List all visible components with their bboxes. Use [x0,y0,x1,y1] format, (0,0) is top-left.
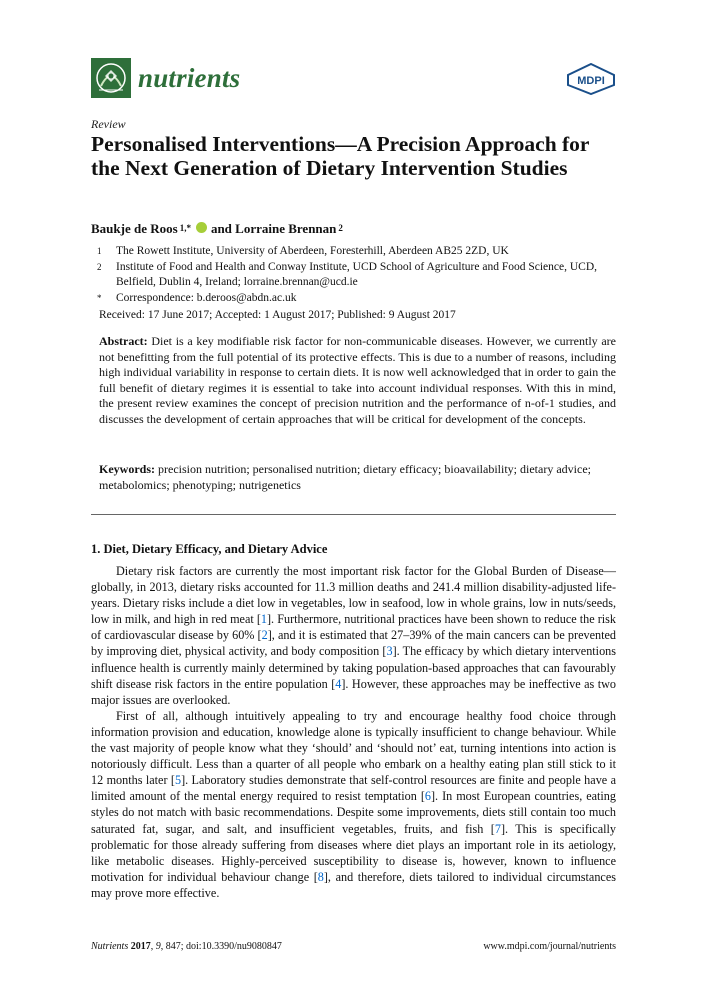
footer-journal: Nutrients [91,941,129,952]
affiliation-number: 1 [97,246,102,256]
citation-link[interactable]: 2 [261,628,268,643]
journal-emblem-icon [91,58,131,98]
journal-url-link[interactable]: www.mdpi.com/journal/nutrients [483,941,616,952]
footer-doi: , 847; doi:10.3390/nu9080847 [160,941,282,952]
affiliation-text: Institute of Food and Health and Conway Institute, UCD School of Agriculture and Food Science, UCD, Belfield, Dublin 4, Ireland; lorraine.brennan@ucd.ie [116,260,598,288]
body-text: ], and it is estimated that 27–39% of the main cancers can be prevented by improving diet, physical activity, and body composition [ [91,628,616,659]
section-divider [91,514,616,515]
keywords [99,462,616,493]
body-text: Dietary risk factors are currently the most important risk factor for the Global Burden of Disease—globally, in 2013, dietary risks accounted for 11.3 million deaths and 241.4 million disability-adjusted life-years. Dietary risks include a diet low in vegetables, low in seafood, low in whole grains, low in nuts/seeds, low in milk, and high in red meat [ [91,564,616,627]
footer-volume: 9 [155,941,161,952]
citation-link[interactable]: 8 [317,869,324,884]
affiliation-item [91,244,621,260]
publication-dates: Received: 17 June 2017; Accepted: 1 August 2017; Published: 9 August 2017 [99,309,456,321]
body-text: ], and therefore, diets tailored to individual circumstances may prove more effective. [91,869,616,900]
citation-link[interactable]: 3 [386,644,393,659]
journal-name: nutrients [138,62,241,93]
orcid-icon[interactable] [196,222,207,233]
author-list [91,221,343,237]
affiliation-item [91,291,621,307]
author-name: Baukje de Roos [91,221,178,236]
abstract [99,334,616,427]
affiliations [91,244,621,306]
affiliation-number: 2 [97,261,102,272]
body-text: ]. However, these approaches may be ineffective as two major issues are overlooked. [91,676,616,707]
affiliation-number: * [97,292,102,303]
article-type: Review [91,117,126,131]
citation-footer: Nutrients 2017, 9, 847; doi:10.3390/nu9080847 [91,941,282,952]
citation-link[interactable]: 1 [260,612,267,627]
body-text: ]. The efficacy by which dietary interventions influence health is currently mainly determined by taking population-based approaches that can favourably shift disease risk factors in the entire population [ [91,644,617,691]
keywords-text: precision nutrition; personalised nutrition; dietary efficacy; bioavailability; dietary advice; metabolomics; phenotyping; nutrigenetics [99,462,591,492]
affiliation-text: The Rowett Institute, University of Aberdeen, Foresterhill, Aberdeen AB25 2ZD, UK [116,245,509,257]
section-body [91,563,616,901]
body-text: First of all, although intuitively appealing to try and encourage healthy food choice through information provision and education, knowledge alone is typically insufficient to change behaviour. While the vast majority of people know what they ‘should’ and ‘should not’ eat, turning intentions into action is notoriously difficult. Less than a quarter of all people who embark on a healthy eating plan still stick to it 12 months later [ [91,708,616,788]
citation-link[interactable]: 6 [424,789,431,804]
keywords-label: Keywords: [99,462,155,476]
affiliation-item [91,260,621,291]
body-paragraph [91,563,616,708]
author-name: and Lorraine Brennan [210,221,337,236]
abstract-label: Abstract: [99,334,148,348]
body-text: ]. In most European countries, eating styles do not match with basic recommendations. Despite some improvements, diets still contain too much saturated fat, sugar, and salt, and insufficient vegetables, fruits, and fish [ [91,789,616,836]
journal-logo [91,58,240,98]
body-paragraph [91,708,616,901]
body-text: ]. Laboratory studies demonstrate that self-control resources are finite and people have a limited amount of the mental energy required to resist temptation [ [91,773,616,804]
citation-link[interactable]: 5 [174,773,182,788]
citation-link[interactable]: 4 [335,676,342,691]
citation-link[interactable]: 7 [494,821,501,836]
publisher-name: MDPI [577,75,605,87]
body-text: ]. Furthermore, nutritional practices have been shown to reduce the risk of cardiovascular disease by 60% [ [91,612,616,643]
article-title: Personalised Interventions—A Precision Approach for the Next Generation of Dietary Intervention Studies [91,132,590,180]
correspondence-text: Correspondence: b.deroos@abdn.ac.uk [116,291,297,304]
author-affiliation-marker: 2 [338,223,343,233]
section-heading: 1. Diet, Dietary Efficacy, and Dietary Advice [91,542,328,556]
publisher-logo-icon [566,63,616,95]
body-text: ]. This is specifically problematic for those already suffering from diseases where diet plays an important role in its aetiology, like metabolic diseases. Highly-perceived susceptibility to disease is, however, known to influence motivation for individual behaviour change [ [91,821,616,884]
abstract-text: Diet is a key modifiable risk factor for non-communicable diseases. However, we currently are not benefitting from the full potential of its protective effects. This is due to a number of reasons, including high individual variability in response to certain diets. It is now well acknowledged that in order to gain the full benefit of dietary regimes it is essential to take into account individual responses. With this in mind, the present review examines the concept of precision nutrition and the performance of n-of-1 studies, and discusses the development of certain approaches that will be critical for development of the concepts. [99,334,617,426]
footer-year: 2017 [130,941,151,952]
author-affiliation-marker: 1,* [179,223,191,233]
